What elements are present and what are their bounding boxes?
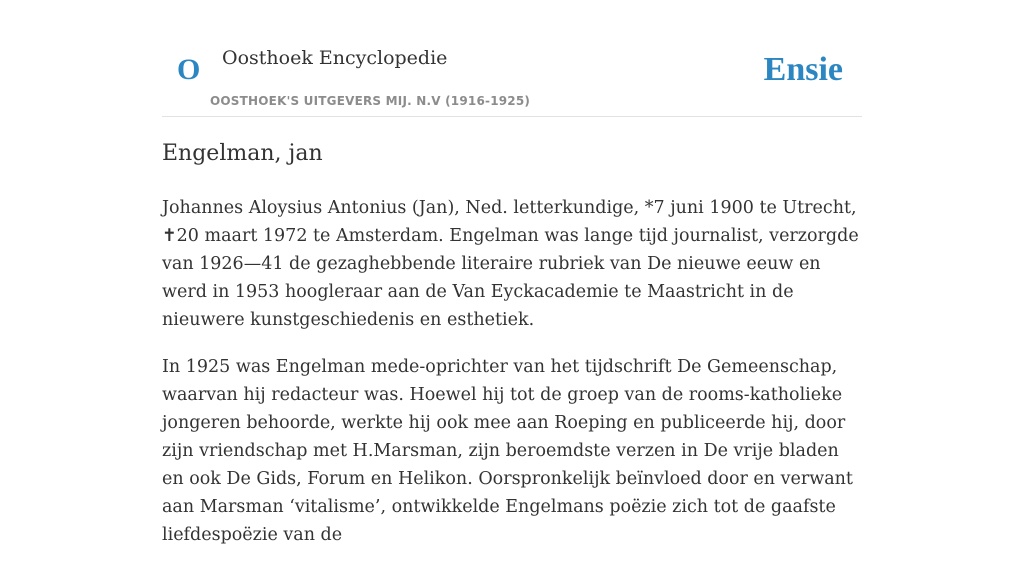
source-title[interactable]: Oosthoek Encyclopedie (222, 47, 448, 69)
entry-paragraph: Johannes Aloysius Antonius (Jan), Ned. letterkundige, *7 juni 1900 te Utrecht, ✝20 maart 1972 te Amsterdam. Engelman was lange tijd journalist, verzorgde van 1926—41 de gezaghebbende literaire rubriek van De nieuwe eeuw en werd in 1953 hoogleraar aan de Van Eyckacademie te Maastricht in de nieuwere kunstgeschiedenis en esthetiek. (162, 198, 859, 330)
entry-title: Engelman, jan (162, 141, 323, 166)
entry-paragraph: In 1925 was Engelman mede-oprichter van het tijdschrift De Gemeenschap, waarvan hij redacteur was. Hoewel hij tot de groep van de rooms-katholieke jongeren behoorde, werkte hij ook mee aan Roeping en publiceerde hij, door zijn vriendschap met H.Marsman, zijn beroemdste verzen in De vrije bladen en ook De Gids, Forum en Helikon. Oorspronkelijk beïnvloed door en verwant aan Marsman ‘vitalisme’, ontwikkelde Engelmans poëzie zich tot de gaafste liefdespoëzie van de (162, 357, 853, 545)
source-logo-letter: O (177, 53, 201, 86)
brand-logo-link[interactable]: Ensie (763, 51, 843, 88)
source-header (162, 0, 862, 117)
publisher-label: OOSTHOEK'S UITGEVERS MIJ. N.V (1916-1925) (210, 94, 531, 108)
entry-article (162, 136, 862, 568)
